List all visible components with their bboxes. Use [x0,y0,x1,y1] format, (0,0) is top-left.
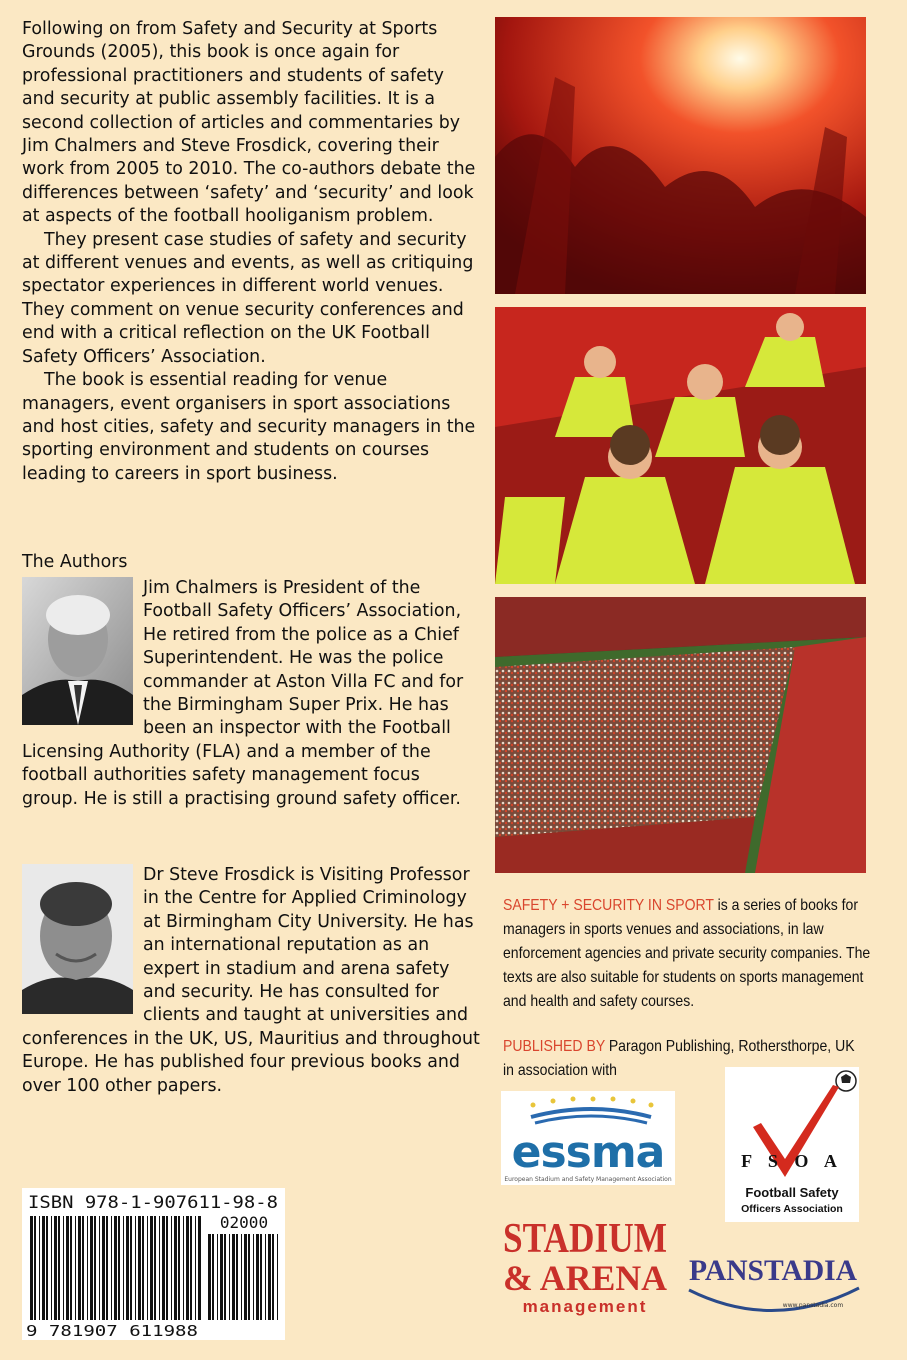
bio-chalmers [22,577,480,811]
authors-heading: The Authors [22,552,128,572]
blurb-paragraph-3: The book is essential reading for venue managers, event organisers in sport associations and host cities, safety and security managers in the sporting environment and students on courses leading to careers in sport business. [22,370,476,484]
fsoa-name-line2: Officers Association [741,1203,843,1215]
publisher-name: Paragon Publishing, Rothersthorpe, UK [604,1038,855,1055]
series-text: is a series of books for managers in sports venues and associations, in law enforcement agencies and private security companies. The texts are also suitable for students on sports management and health and safety courses. [503,897,871,1010]
photo-stadium-pitch [495,597,866,873]
panstadia-logo [683,1240,863,1316]
barcode-bars [30,1216,201,1320]
photo-flare-crowd [495,17,866,294]
photo-stewards [495,307,866,584]
arena-word: & ARENA [503,1258,667,1298]
essma-logo [501,1091,675,1185]
fsoa-logo [725,1067,859,1222]
photo-jim-chalmers [22,577,133,725]
isbn-barcode [22,1188,285,1340]
panstadia-wordmark: PANSTADIA [689,1254,858,1287]
isbn-text: ISBN 978-1-907611-98-8 [28,1193,278,1213]
stadium-arena-logo [501,1210,669,1320]
addon-bars [208,1234,278,1320]
fsoa-name-line1: Football Safety [745,1185,839,1200]
fsoa-letters: F S O A [741,1151,843,1171]
panstadia-url: www.panstadia.com [782,1302,844,1309]
price-code: 02000 [219,1213,269,1232]
blurb-paragraph-2: They present case studies of safety and security at different venues and events, as well as critiquing spectator experiences in different world venues. They comment on venue security conferences and end with a critical reflection on the UK Football Safety Officers’ Association. [22,229,474,367]
blurb-paragraph-1: Following on from Safety and Security at Sports Grounds (2005), this book is once again for professional practitioners and students of safety and security at public assembly facilities. It is a second collection of articles and commentaries by Jim Chalmers and Steve Frosdick, covering their work from 2005 to 2010. The co-authors debate the differences between ‘safety’ and ‘security’ and look at aspects of the football hooliganism problem. [22,19,476,227]
series-description [503,894,873,1014]
series-name: SAFETY + SECURITY IN SPORT [503,897,714,914]
essma-subtitle: European Stadium and Safety Management Association [504,1176,672,1183]
bio-frosdick-text: Dr Steve Frosdick is Visiting Professor in the Centre for Applied Criminology at Birmingham City University. He has an international reputation as an expert in stadium and arena safety and security. He has consulted for clients and taught at universities and conferences in the UK, US, Mauritius and throughout Europe. He has published four previous books and over 100 other papers. [22,865,480,1096]
barcode-digits: 9 781907 611988 [26,1322,198,1340]
published-label: PUBLISHED BY [503,1038,605,1055]
management-word: management [522,1297,648,1316]
stadium-word: STADIUM [503,1216,667,1262]
association-text: in association with [503,1062,617,1079]
bio-frosdick [22,864,480,1098]
photo-steve-frosdick [22,864,133,1014]
essma-wordmark: essma [511,1127,665,1178]
bio-chalmers-text: Jim Chalmers is President of the Football Safety Officers’ Association, He retired from the police as a Chief Superintendent. He was the police commander at Aston Villa FC and for the Birmingham Super Prix. He has been an inspector with the Football Licensing Authority (FLA) and a member of the football authorities safety management focus group. He is still a practising ground safety officer. [22,578,464,809]
blurb [22,18,480,486]
